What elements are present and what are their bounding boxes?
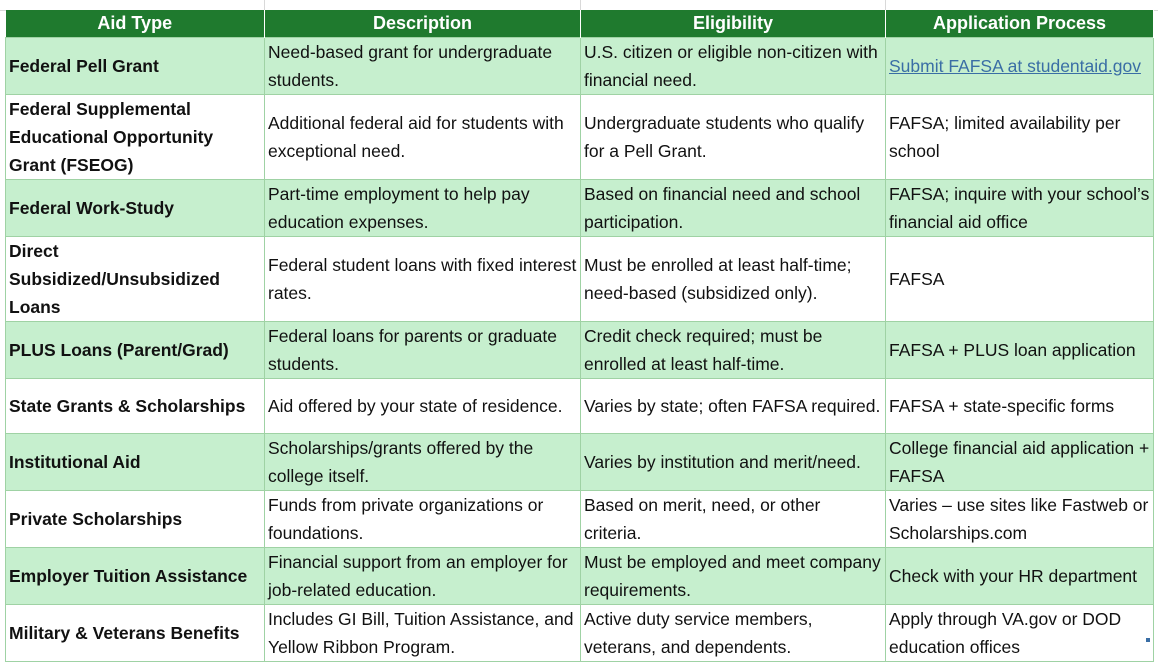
table-row [6,548,1154,605]
cell-aid-type[interactable]: Private Scholarships [6,491,265,548]
financial-aid-table [5,10,1154,662]
cell-application-process[interactable]: FAFSA [886,237,1154,322]
cell-eligibility[interactable]: Based on merit, need, or other criteria. [581,491,886,548]
cell-eligibility[interactable]: Undergraduate students who qualify for a Pell Grant. [581,95,886,180]
cell-description[interactable]: Funds from private organizations or foundations. [265,491,581,548]
table-row [6,379,1154,434]
cell-description[interactable]: Includes GI Bill, Tuition Assistance, and Yellow Ribbon Program. [265,605,581,662]
cell-application-process[interactable]: College financial aid application + FAFSA [886,434,1154,491]
cell-eligibility[interactable]: Varies by institution and merit/need. [581,434,886,491]
cell-application-process[interactable]: FAFSA + PLUS loan application [886,322,1154,379]
header-eligibility[interactable]: Eligibility [581,10,886,38]
cell-description[interactable]: Federal loans for parents or graduate students. [265,322,581,379]
cell-aid-type[interactable]: Federal Work-Study [6,180,265,237]
cell-application-process[interactable]: Check with your HR department [886,548,1154,605]
header-aid-type[interactable]: Aid Type [6,10,265,38]
column-divider [264,0,265,10]
cell-description[interactable]: Scholarships/grants offered by the college itself. [265,434,581,491]
table-row [6,95,1154,180]
cell-aid-type[interactable]: Employer Tuition Assistance [6,548,265,605]
studentaid-link[interactable]: Submit FAFSA at studentaid.gov [889,56,1141,76]
column-divider [580,0,581,10]
table-header-row [6,10,1154,38]
cell-eligibility[interactable]: Must be enrolled at least half-time; need-based (subsidized only). [581,237,886,322]
table-row [6,491,1154,548]
cell-description[interactable]: Aid offered by your state of residence. [265,379,581,434]
cell-eligibility[interactable]: Varies by state; often FAFSA required. [581,379,886,434]
table-row [6,38,1154,95]
cell-aid-type[interactable]: Federal Supplemental Educational Opportunity Grant (FSEOG) [6,95,265,180]
cell-description[interactable]: Additional federal aid for students with exceptional need. [265,95,581,180]
cell-description[interactable]: Federal student loans with fixed interest rates. [265,237,581,322]
cell-eligibility[interactable]: U.S. citizen or eligible non-citizen with financial need. [581,38,886,95]
cell-application-process[interactable]: FAFSA; limited availability per school [886,95,1154,180]
column-divider [885,0,886,10]
cell-description[interactable]: Need-based grant for undergraduate students. [265,38,581,95]
cell-eligibility[interactable]: Active duty service members, veterans, and dependents. [581,605,886,662]
header-application-process[interactable]: Application Process [886,10,1154,38]
cell-description[interactable]: Part-time employment to help pay education expenses. [265,180,581,237]
cell-application-process[interactable]: Apply through VA.gov or DOD education offices [886,605,1154,662]
cell-description[interactable]: Financial support from an employer for job-related education. [265,548,581,605]
table-row [6,180,1154,237]
cell-eligibility[interactable]: Must be employed and meet company requirements. [581,548,886,605]
cell-application-process[interactable] [886,38,1154,95]
cell-aid-type[interactable]: State Grants & Scholarships [6,379,265,434]
cell-eligibility[interactable]: Credit check required; must be enrolled at least half-time. [581,322,886,379]
spreadsheet-grid [5,10,1153,662]
cell-eligibility[interactable]: Based on financial need and school participation. [581,180,886,237]
table-resize-handle[interactable] [1146,638,1150,642]
cell-aid-type[interactable]: Military & Veterans Benefits [6,605,265,662]
table-row [6,237,1154,322]
table-row [6,322,1154,379]
cell-aid-type[interactable]: Direct Subsidized/Unsubsidized Loans [6,237,265,322]
cell-application-process[interactable]: Varies – use sites like Fastweb or Scholarships.com [886,491,1154,548]
header-description[interactable]: Description [265,10,581,38]
cell-aid-type[interactable]: PLUS Loans (Parent/Grad) [6,322,265,379]
table-row [6,605,1154,662]
cell-application-process[interactable]: FAFSA; inquire with your school’s financial aid office [886,180,1154,237]
cell-aid-type[interactable]: Federal Pell Grant [6,38,265,95]
cell-application-process[interactable]: FAFSA + state-specific forms [886,379,1154,434]
table-row [6,434,1154,491]
cell-aid-type[interactable]: Institutional Aid [6,434,265,491]
